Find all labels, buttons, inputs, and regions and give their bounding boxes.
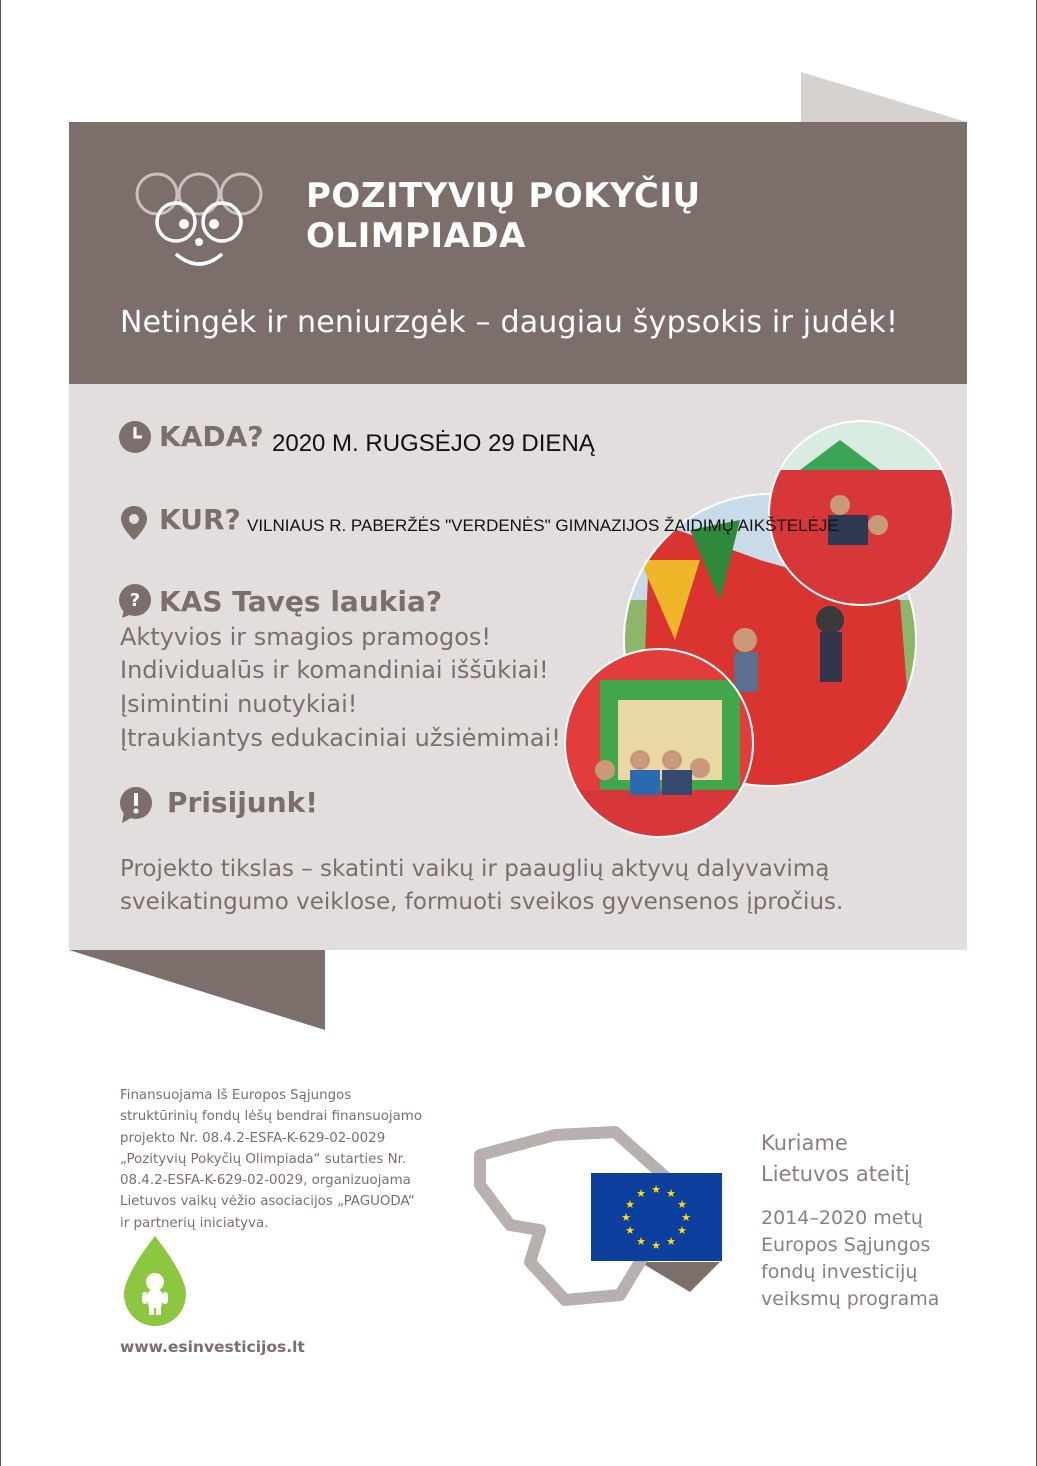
- funding-line: Lietuvos vaikų vėžio asociacijos „PAGUODA“: [120, 1194, 415, 1210]
- program-line: Europos Sąjungos: [761, 1234, 931, 1256]
- svg-text:★: ★: [666, 1235, 676, 1248]
- svg-text:★: ★: [625, 1198, 635, 1211]
- eu-flag: [591, 1173, 722, 1261]
- offer-item: Aktyvios ir smagios pramogos!: [120, 623, 492, 651]
- what-label: KAS Tavęs laukia?: [159, 585, 443, 618]
- where-value: VILNIAUS R. PABERŽĖS "VERDENĖS" GIMNAZIJOS ŽAIDIMŲ AIKŠTELĖJE: [247, 516, 839, 535]
- where-label: KUR?: [159, 503, 241, 536]
- program-name: [761, 1205, 939, 1313]
- slogan-line: Lietuvos ateitį: [761, 1162, 910, 1186]
- svg-text:★: ★: [636, 1235, 646, 1248]
- svg-text:★: ★: [677, 1224, 687, 1237]
- offer-item: Įtraukiantys edukaciniai užsiėmimai!: [120, 724, 561, 752]
- funding-line: 08.4.2-ESFA-K-629-02-0029, organizuojama: [120, 1173, 411, 1189]
- funding-line: „Pozityvių Pokyčių Olimpiada“ sutarties Nr.: [120, 1151, 407, 1167]
- program-line: fondų investicijų: [761, 1261, 918, 1283]
- svg-text:★: ★: [681, 1211, 691, 1224]
- website-link[interactable]: www.esinvesticijos.lt: [120, 1338, 305, 1356]
- event-title-line2: OLIMPIADA: [306, 216, 526, 256]
- offer-item: Individualūs ir komandiniai iššūkiai!: [120, 656, 549, 684]
- svg-text:★: ★: [621, 1211, 631, 1224]
- svg-text:★: ★: [651, 1239, 661, 1252]
- slogan-line: Kuriame: [761, 1131, 848, 1155]
- svg-text:★: ★: [636, 1187, 646, 1200]
- slogan: [761, 1128, 910, 1190]
- svg-text:?: ?: [129, 590, 141, 611]
- goal-line2: sveikatingumo veiklose, formuoti sveikos gyvensenos įpročius.: [120, 889, 844, 915]
- event-title-line1: POZITYVIŲ POKYČIŲ: [306, 176, 701, 216]
- svg-text:★: ★: [651, 1183, 661, 1196]
- goal-line1: Projekto tikslas – skatinti vaikų ir paauglių aktyvų dalyvavimą: [120, 856, 830, 882]
- join-label: Prisijunk!: [167, 786, 319, 819]
- svg-text:★: ★: [666, 1187, 676, 1200]
- funding-line: Finansuojama Iš Europos Sąjungos: [120, 1088, 352, 1103]
- svg-text:★: ★: [625, 1224, 635, 1237]
- program-line: veiksmų programa: [761, 1288, 940, 1310]
- when-label: KADA?: [159, 420, 264, 453]
- funding-line: projekto Nr. 08.4.2-ESFA-K-629-02-0029: [120, 1130, 386, 1146]
- tagline: Netingėk ir neniurzgėk – daugiau šypsokis ir judėk!: [120, 305, 899, 340]
- funding-line: struktūrinių fondų lėšų bendrai finansuojamo: [120, 1109, 423, 1125]
- when-value: 2020 M. RUGSĖJO 29 DIENĄ: [272, 430, 595, 457]
- svg-text:★: ★: [677, 1198, 687, 1211]
- program-line: 2014–2020 metų: [761, 1207, 923, 1229]
- offer-item: Įsimintini nuotykiai!: [120, 690, 358, 718]
- funding-line: ir partnerių iniciatyva.: [120, 1215, 269, 1231]
- eu-stars-icon: [591, 1173, 722, 1261]
